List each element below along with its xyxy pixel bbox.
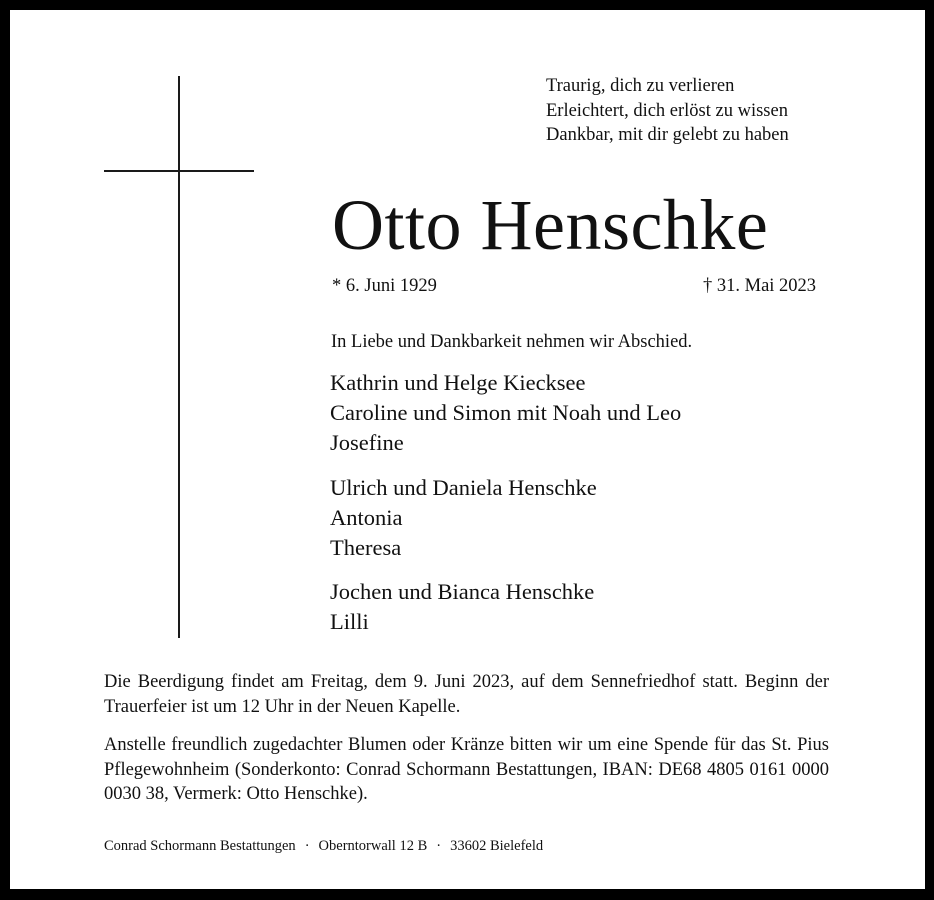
poem-line: Traurig, dich zu verlieren [546,76,735,96]
poem [546,74,789,148]
footer-separator: · [436,838,442,854]
mourner-line: Jochen und Bianca Henschke [330,579,595,604]
mourner-line: Ulrich und Daniela Henschke [330,475,597,500]
footer-city: 33602 Bielefeld [450,838,544,854]
mourner-line: Lilli [330,609,369,634]
birth-date: * 6. Juni 1929 [332,276,437,296]
donation-info: Anstelle freundlich zugedachter Blumen oder Kränze bitten wir um eine Spende für das St. Pius Pflegewohnheim (Sonderkonto: Conrad Schormann Bestattungen, IBAN: DE68 4805 0161 0000 0030 38, Vermerk: Otto Henschke). [104,735,829,804]
funeral-info: Die Beerdigung findet am Freitag, dem 9. Juni 2023, auf dem Sennefriedhof statt. Beginn der Trauerfeier ist um 12 Uhr in der Neuen Kapelle. [104,672,829,717]
deceased-name: Otto Henschke [332,185,769,265]
footer-street: Oberntorwall 12 B [318,838,428,854]
funeral-home-footer [104,836,543,856]
mourner-line: Antonia [330,505,403,530]
poem-line: Erleichtert, dich erlöst zu wissen [546,100,788,121]
family-group-3 [330,577,594,637]
poem-line: Dankbar, mit dir gelebt zu haben [546,125,789,145]
footer-separator: · [304,838,310,854]
footer-company: Conrad Schormann Bestattungen [104,838,296,854]
cross-horizontal-bar [104,170,254,172]
cross-vertical-bar [178,76,180,638]
mourner-line: Caroline und Simon mit Noah und Leo [330,400,682,425]
death-date: † 31. Mai 2023 [703,276,817,296]
mourner-line: Kathrin und Helge Kiecksee [330,370,586,395]
family-group-2 [330,473,597,563]
mourner-line: Theresa [330,535,402,560]
mourner-line: Josefine [330,430,404,455]
family-group-1 [330,368,681,458]
farewell-line: In Liebe und Dankbarkeit nehmen wir Abschied. [331,332,693,352]
